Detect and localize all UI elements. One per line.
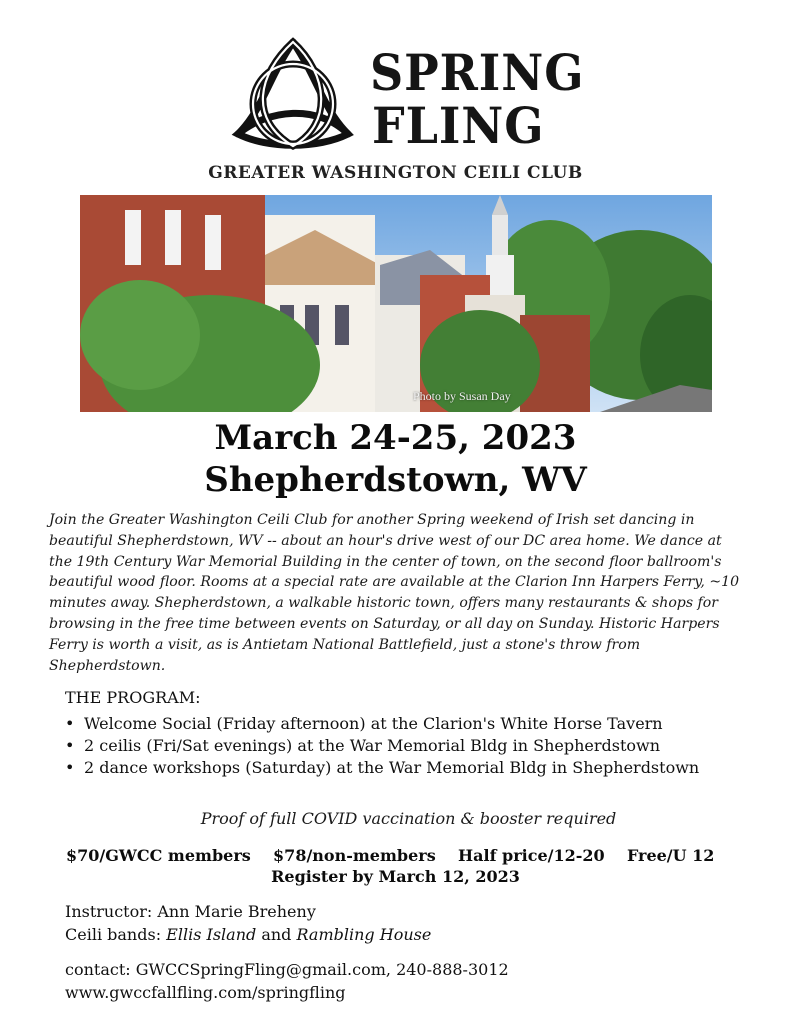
program-list: [84, 713, 699, 779]
band-name: Ellis Island: [166, 925, 257, 944]
price-children: Free/U 12: [626, 846, 715, 865]
event-title-fling: FLING: [372, 96, 545, 155]
price-youth: Half price/12-20: [458, 846, 605, 865]
website-link[interactable]: www.gwccfallfling.com/springfling: [65, 983, 346, 1002]
contact-email[interactable]: GWCCSpringFling@gmail.com: [135, 960, 386, 979]
list-item: • 2 ceilis (Fri/Sat evenings) at the War Memorial Bldg in Shepherdstown: [84, 735, 699, 757]
contact-line: [65, 960, 509, 979]
instructor-label: Instructor:: [65, 902, 158, 921]
contact-label: contact:: [65, 960, 136, 979]
price-non-members: $78/non-members: [273, 846, 436, 865]
band-name: Rambling House: [296, 925, 432, 944]
covid-requirement-note: Proof of full COVID vaccination & booster required: [200, 809, 617, 828]
event-title-spring: SPRING: [370, 43, 585, 102]
photo-credit: Photo by Susan Day: [413, 389, 511, 403]
list-item: • Welcome Social (Friday afternoon) at the Clarion's White Horse Tavern: [84, 713, 699, 735]
bands-label: Ceili bands:: [65, 925, 167, 944]
and-word: and: [256, 925, 297, 944]
program-heading: THE PROGRAM:: [65, 688, 201, 707]
contact-separator: ,: [385, 960, 397, 979]
contact-phone: 240-888-3012: [396, 960, 509, 979]
triquetra-knot-icon: [228, 34, 358, 156]
price-members: $70/GWCC members: [66, 846, 251, 865]
bands-line: [65, 925, 431, 944]
list-item: • 2 dance workshops (Saturday) at the War Memorial Bldg in Shepherdstown: [84, 757, 699, 779]
event-location: Shepherdstown, WV: [204, 460, 587, 500]
club-name: GREATER WASHINGTON CEILI CLUB: [208, 163, 583, 183]
register-deadline: Register by March 12, 2023: [271, 867, 520, 886]
pricing-line: [66, 846, 714, 865]
instructor-name: Ann Marie Breheny: [157, 902, 316, 921]
street-scene-image: [80, 195, 712, 412]
event-dates: March 24-25, 2023: [214, 418, 577, 458]
intro-paragraph: Join the Greater Washington Ceili Club for another Spring weekend of Irish set dancing in beautiful Shepherdstown, WV -- about an hour's drive west of our DC area home. We dance at the 19th Century War Memorial Building in the center of town, on the second floor ballroom's beautiful wood floor. Rooms at a special rate are available at the Clarion Inn Harpers Ferry, ~10 minutes away. Shepherdstown, a walkable historic town, offers many restaurants & shops for browsing in the free time between events on Saturday, or all day on Sunday. Historic Harpers Ferry is worth a visit, as is Antietam National Battlefield, just a stone's throw from Shepherdstown.: [49, 512, 740, 674]
instructor-line: [65, 902, 316, 921]
